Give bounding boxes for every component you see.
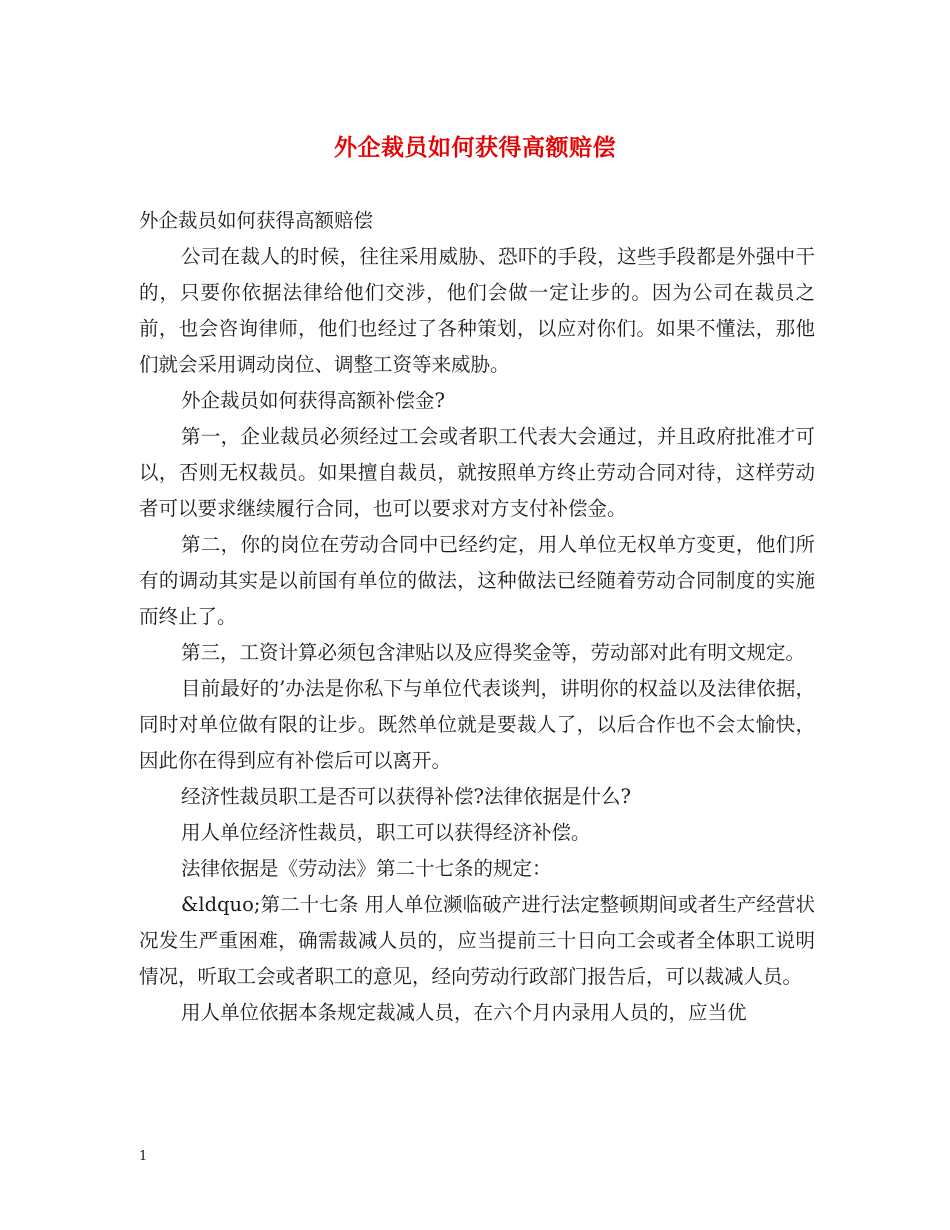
paragraph-advice: 目前最好的’办法是你私下与单位代表谈判，讲明你的权益以及法律依据，同时对单位做有限的让步。既然单位就是要裁人了，以后合作也不会太愉快，因此你在得到应有补偿后可以离开。 bbox=[139, 677, 815, 772]
subtitle-line: 外企裁员如何获得高额赔偿 bbox=[139, 209, 374, 232]
paragraph-continuation: 用人单位依据本条规定裁减人员，在六个月内录用人员的，应当优 bbox=[181, 1001, 747, 1024]
paragraph-second: 第二，你的岗位在劳动合同中已经约定，用人单位无权单方变更，他们所有的调动其实是以前国有单位的做法，这种做法已经随着劳动合同制度的实施而终止了。 bbox=[139, 533, 815, 628]
paragraph-third: 第三，工资计算必须包含津贴以及应得奖金等，劳动部对此有明文规定。 bbox=[181, 641, 806, 664]
paragraph-legal-basis: 法律依据是《劳动法》第二十七条的规定： bbox=[181, 857, 552, 880]
document-title: 外企裁员如何获得高额赔偿 bbox=[334, 134, 616, 161]
paragraph-first: 第一，企业裁员必须经过工会或者职工代表大会通过，并且政府批准才可以，否则无权裁员。如果擅自裁员，就按照单方终止劳动合同对待，这样劳动者可以要求继续履行合同，也可以要求对方支付补偿金。 bbox=[139, 425, 815, 520]
document-body bbox=[139, 203, 815, 1031]
paragraph-answer: 用人单位经济性裁员，职工可以获得经济补偿。 bbox=[181, 821, 591, 844]
paragraph-question-2: 经济性裁员职工是否可以获得补偿?法律依据是什么? bbox=[181, 785, 631, 808]
paragraph-intro: 公司在裁人的时候，往往采用威胁、恐吓的手段，这些手段都是外强中干的，只要你依据法律给他们交涉，他们会做一定让步的。因为公司在裁员之前，也会咨询律师，他们也经过了各种策划，以应对你们。如果不懂法，那他们就会采用调动岗位、调整工资等来威胁。 bbox=[139, 245, 815, 376]
paragraph-question: 外企裁员如何获得高额补偿金? bbox=[181, 389, 445, 412]
paragraph-article-27: &ldquo;第二十七条 用人单位濒临破产进行法定整顿期间或者生产经营状况发生严重困难，确需裁减人员的，应当提前三十日向工会或者全体职工说明情况，听取工会或者职工的意见，经向劳动行政部门报告后，可以裁减人员。 bbox=[139, 893, 815, 988]
page-number: 1 bbox=[139, 1149, 148, 1164]
